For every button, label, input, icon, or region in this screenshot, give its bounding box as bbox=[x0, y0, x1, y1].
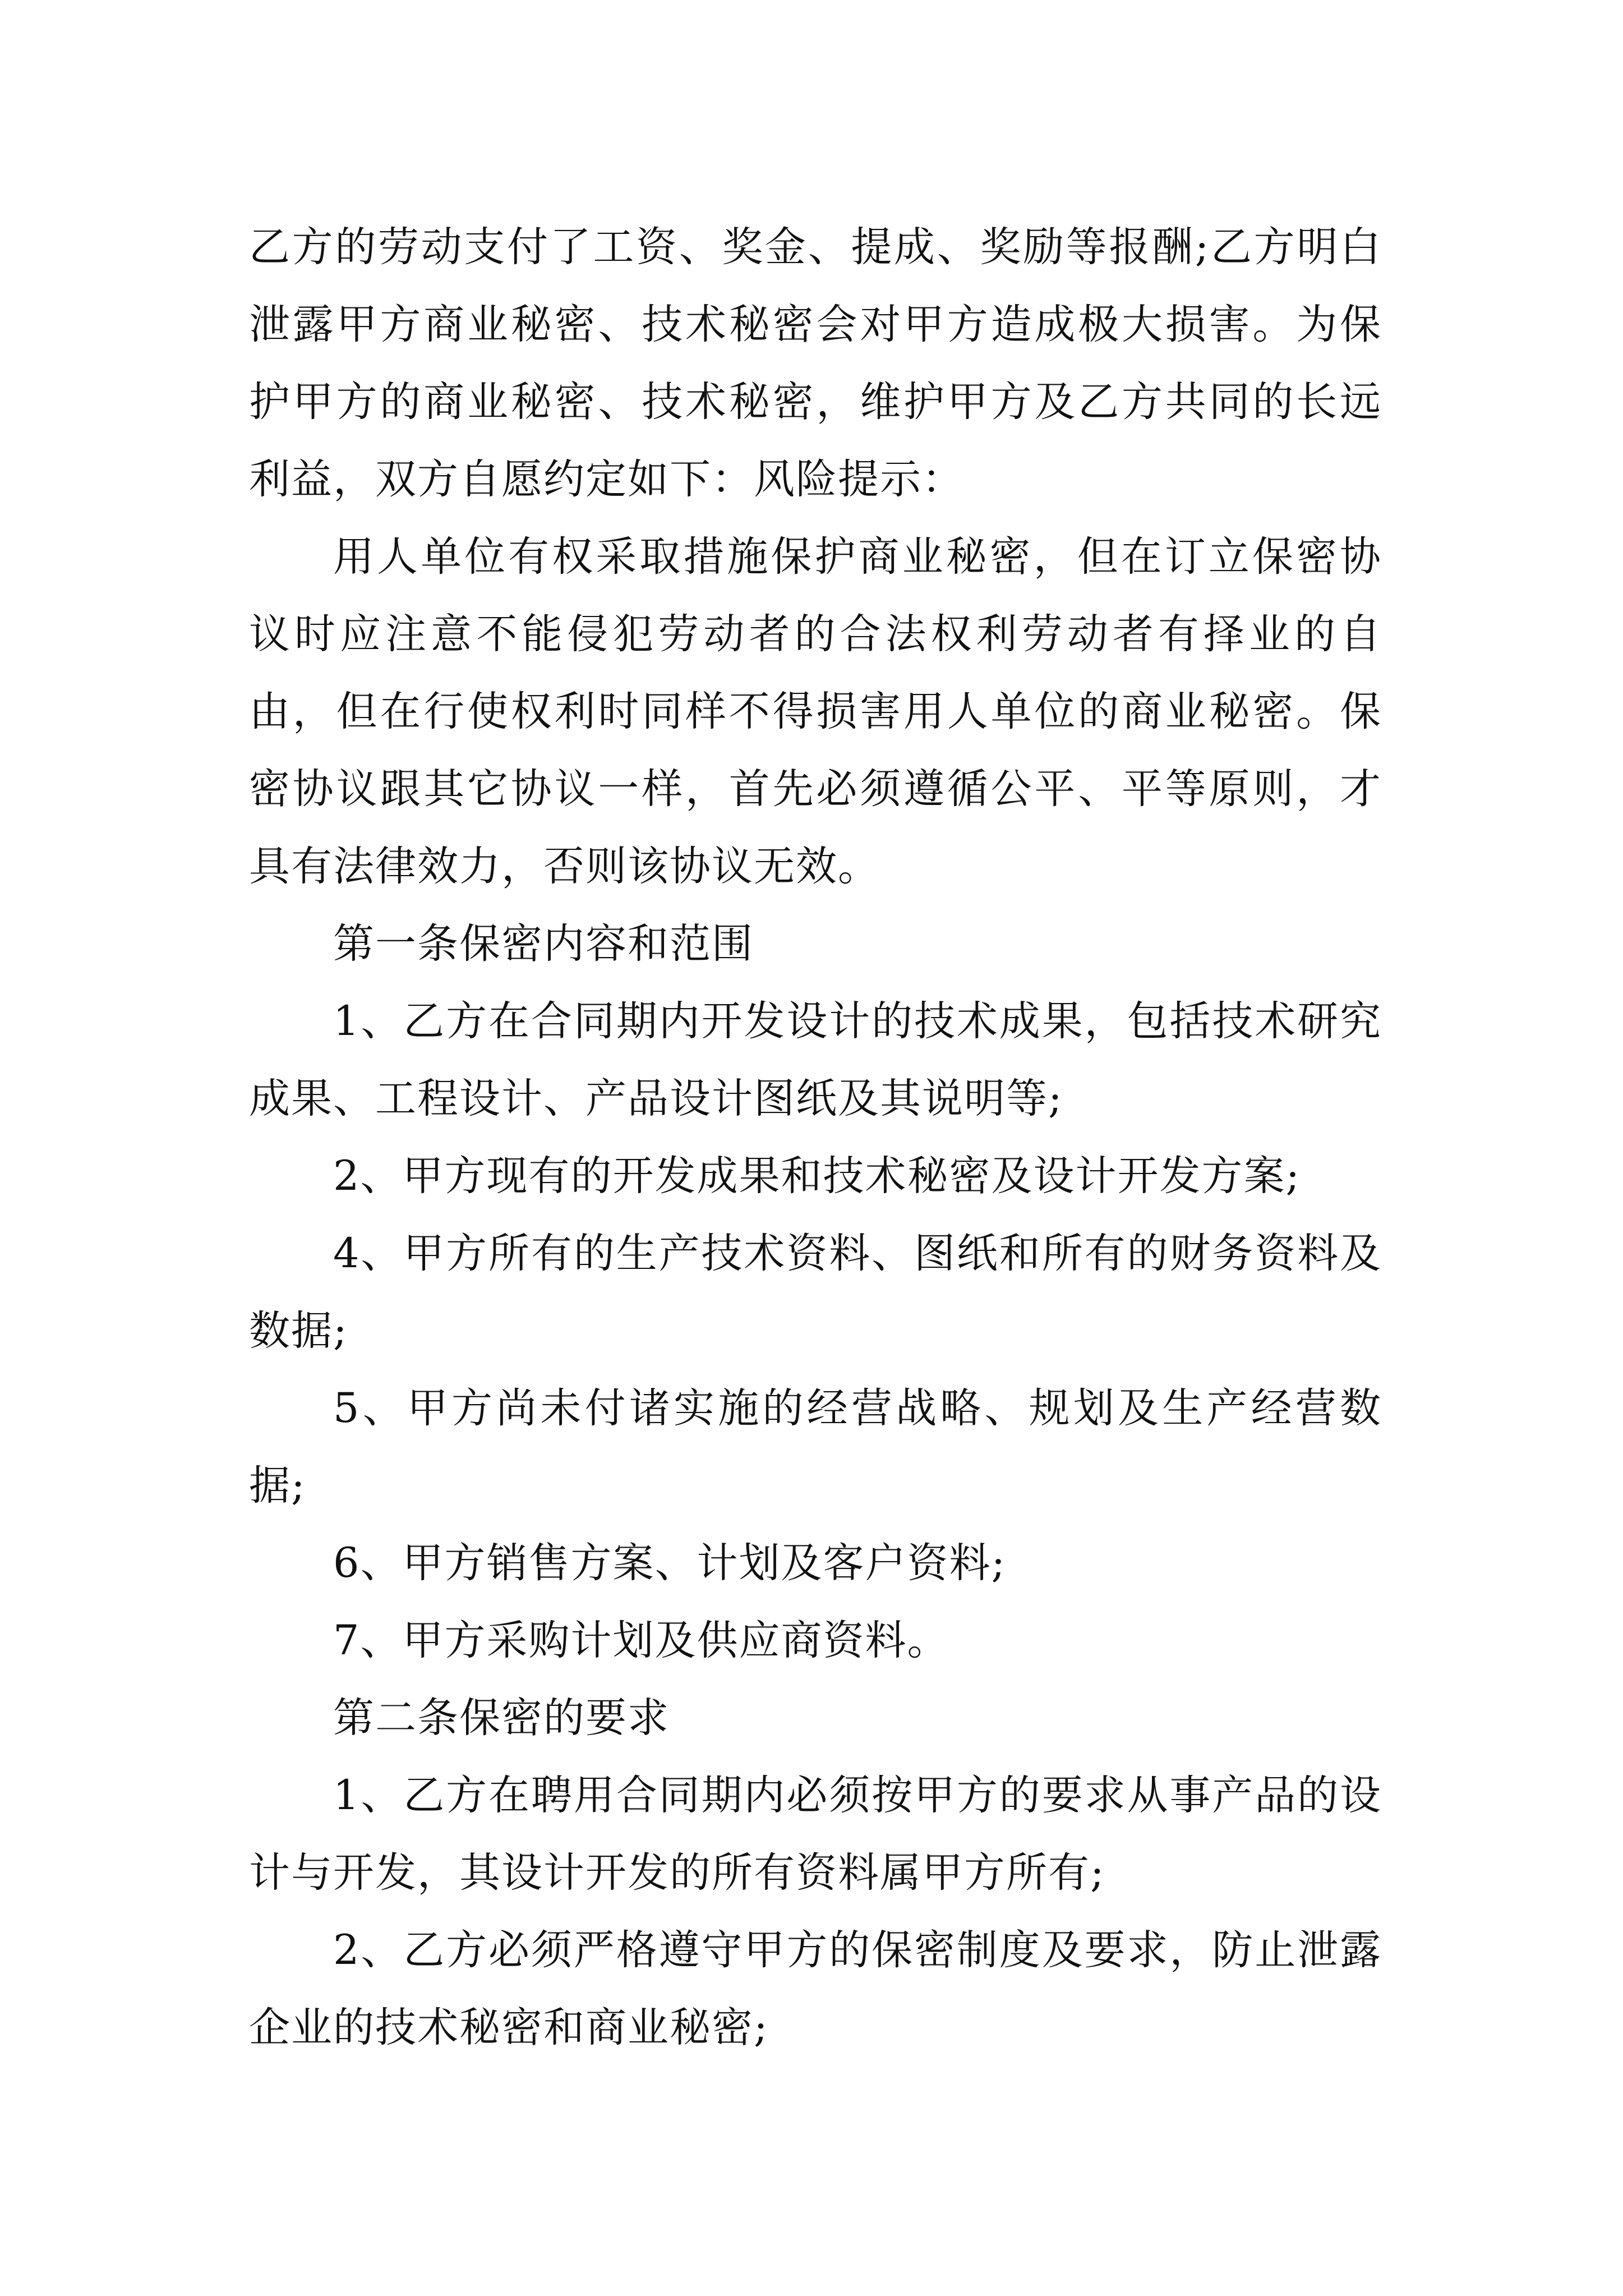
document-body bbox=[249, 209, 1382, 2067]
list-item-1-6: 6、甲方销售方案、计划及客户资料; bbox=[333, 1539, 1007, 1587]
list-item-1-2: 2、甲方现有的开发成果和技术秘密及设计开发方案; bbox=[333, 1152, 1301, 1200]
list-item-2-2: 2、乙方必须严格遵守甲方的保密制度及要求，防止泄露企业的技术秘密和商业秘密; bbox=[249, 1926, 1382, 2051]
list-item-2-1: 1、乙方在聘用合同期内必须按甲方的要求从事产品的设计与开发，其设计开发的所有资料属甲方所有; bbox=[249, 1772, 1382, 1897]
list-item-1-1: 1、乙方在合同期内开发设计的技术成果，包括技术研究成果、工程设计、产品设计图纸及其说明等; bbox=[249, 997, 1382, 1122]
list-item-1-4: 4、甲方所有的生产技术资料、图纸和所有的财务资料及数据; bbox=[249, 1230, 1382, 1355]
section-heading-article-1: 第一条保密内容和范围 bbox=[333, 920, 754, 968]
list-item-1-5: 5、甲方尚未付诸实施的经营战略、规划及生产经营数据; bbox=[249, 1384, 1382, 1510]
list-item-1-7: 7、甲方采购计划及供应商资料。 bbox=[333, 1617, 949, 1664]
section-heading-article-2: 第二条保密的要求 bbox=[333, 1694, 670, 1742]
paragraph-risk-notice: 用人单位有权采取措施保护商业秘密，但在订立保密协议时应注意不能侵犯劳动者的合法权利劳动者有择业的自由，但在行使权利时同样不得损害用人单位的商业秘密。保密协议跟其它协议一样，首先必须遵循公平、平等原则，才具有法律效力，否则该协议无效。 bbox=[249, 533, 1382, 890]
paragraph-intro-continuation: 乙方的劳动支付了工资、奖金、提成、奖励等报酬;乙方明白泄露甲方商业秘密、技术秘密会对甲方造成极大损害。为保护甲方的商业秘密、技术秘密，维护甲方及乙方共同的长远利益，双方自愿约定如下：风险提示： bbox=[249, 223, 1382, 503]
